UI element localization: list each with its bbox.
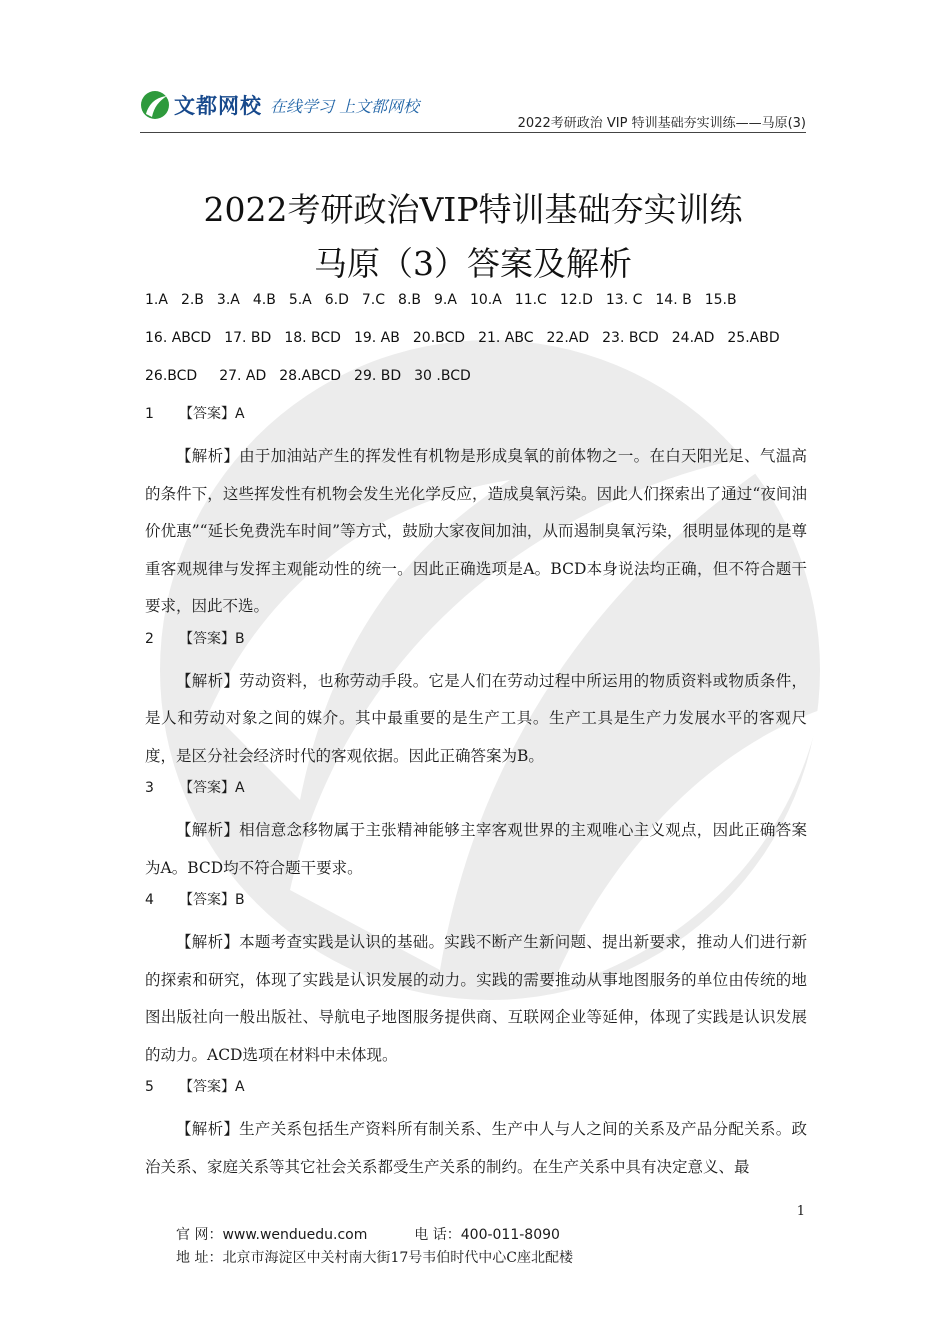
explanations xyxy=(145,401,807,1186)
explanation-item xyxy=(145,775,807,887)
analysis-label: 【解析】 xyxy=(176,933,240,951)
answer-key-item: 25.ABD xyxy=(727,330,780,346)
phone-number: 400-011-8090 xyxy=(460,1227,560,1243)
answer-key-item: 10.A xyxy=(469,292,502,308)
answer-key-item: 18. BCD xyxy=(284,330,341,346)
analysis-paragraph xyxy=(145,924,807,1074)
answer-heading xyxy=(145,1074,807,1111)
page-subtitle: 马原（3）答案及解析 xyxy=(314,244,632,283)
answer-key-item: 20.BCD xyxy=(412,330,466,346)
answer-heading xyxy=(145,401,807,438)
answer-key-item: 5.A xyxy=(288,292,312,308)
analysis-paragraph xyxy=(145,812,807,887)
analysis-text: 劳动资料，也称劳动手段。它是人们在劳动过程中所运用的物质资料或物质条件，是人和劳动对象之间的媒介。其中最重要的是生产工具。生产工具是生产力发展水平的客观尺度，是区分社会经济时代的客观依据。因此正确答案为B。 xyxy=(145,671,807,765)
explanation-item xyxy=(145,1074,807,1186)
header-document-title: 2022考研政治 VIP 特训基础夯实训练——马原(3) xyxy=(517,116,806,131)
answer-key-item: 22.AD xyxy=(546,330,590,346)
answer-key-row xyxy=(145,292,815,308)
answer-key-item: 23. BCD xyxy=(602,330,659,346)
brand-leaf-icon xyxy=(140,90,170,120)
answer-key-item: 2.B xyxy=(180,292,204,308)
answer-key-item: 30 .BCD xyxy=(414,368,471,384)
answer-key-item: 1.A xyxy=(145,292,168,308)
analysis-label: 【解析】 xyxy=(176,821,240,839)
explanation-item xyxy=(145,401,807,626)
answer-key-item: 14. B xyxy=(655,292,692,308)
footer-contact-line xyxy=(176,1224,573,1247)
brand-name: 文都网校 xyxy=(174,94,262,118)
answer-key-item: 9.A xyxy=(434,292,457,308)
analysis-text: 本题考查实践是认识的基础。实践不断产生新问题、提出新要求，推动人们进行新的探索和研究，体现了实践是认识发展的动力。实践的需要推动从事地图服务的单位由传统的地图出版社向一般出版社、导航电子地图服务提供商、互联网企业等延伸，体现了实践是认识发展的动力。ACD选项在材料中未体现。 xyxy=(145,933,807,1064)
answer-key-item: 12.D xyxy=(559,292,593,308)
answer-key-item: 26.BCD xyxy=(145,368,198,384)
analysis-text: 由于加油站产生的挥发性有机物是形成臭氧的前体物之一。在白天阳光足、气温高的条件下，这些挥发性有机物会发生光化学反应，造成臭氧污染。因此人们探索出了通过“夜间油价优惠”“延长免费洗车时间”等方式，鼓励大家夜间加油，从而遏制臭氧污染，很明显体现的是尊重客观规律与发挥主观能动性的统一。因此正确选项是A。BCD本身说法均正确，但不符合题干要求，因此不选。 xyxy=(145,447,807,615)
analysis-text: 相信意念移物属于主张精神能够主宰客观世界的主观唯心主义观点，因此正确答案为A。BCD均不符合题干要求。 xyxy=(145,821,807,877)
answer-key-row xyxy=(145,330,815,346)
answer-label: 【答案】B xyxy=(179,630,245,647)
analysis-label: 【解析】 xyxy=(176,447,240,465)
analysis-label: 【解析】 xyxy=(176,1120,240,1138)
answer-label: 【答案】A xyxy=(179,406,245,422)
answer-key-item: 24.AD xyxy=(671,330,715,346)
page-header xyxy=(140,88,806,132)
answer-heading xyxy=(145,626,807,663)
answer-key-item: 8.B xyxy=(398,292,421,308)
address-text: 北京市海淀区中关村南大街17号韦伯时代中心C座北配楼 xyxy=(222,1250,573,1266)
answer-key-item: 6.D xyxy=(324,292,349,308)
answer-label: 【答案】A xyxy=(179,780,245,796)
answer-key-item: 7.C xyxy=(361,292,386,308)
page-number: 1 xyxy=(796,1204,805,1219)
analysis-paragraph xyxy=(145,1111,807,1186)
question-number: 1 xyxy=(145,406,154,422)
answer-key-item: 15.B xyxy=(704,292,737,308)
answer-label: 【答案】B xyxy=(179,892,245,908)
analysis-label: 【解析】 xyxy=(176,671,240,690)
page-title: 2022考研政治VIP特训基础夯实训练 xyxy=(203,190,743,229)
explanation-item xyxy=(145,626,807,776)
answer-heading xyxy=(145,775,807,812)
phone-label: 电 话： xyxy=(414,1227,461,1243)
analysis-paragraph xyxy=(145,438,807,626)
explanation-item xyxy=(145,887,807,1074)
answer-key-item: 4.B xyxy=(252,292,276,308)
answer-key-row xyxy=(145,368,815,384)
question-number: 5 xyxy=(145,1079,154,1095)
answer-key-item: 16. ABCD xyxy=(145,330,212,346)
website-label: 官 网： xyxy=(176,1227,223,1243)
answer-key-item: 3.A xyxy=(216,292,240,308)
answer-key-item: 21. ABC xyxy=(478,330,534,346)
brand-logo xyxy=(140,90,419,120)
answer-key-item: 13. C xyxy=(605,292,643,308)
question-number: 3 xyxy=(145,780,154,796)
answer-key-item: 29. BD xyxy=(354,368,402,384)
address-label: 地 址： xyxy=(176,1250,223,1266)
question-number: 2 xyxy=(145,630,154,647)
header-divider xyxy=(140,132,806,133)
analysis-paragraph xyxy=(145,663,807,776)
answer-key-item: 11.C xyxy=(514,292,547,308)
answer-key-item: 27. AD xyxy=(219,368,267,384)
brand-slogan: 在线学习 上文都网校 xyxy=(270,96,420,116)
answer-key-item: 17. BD xyxy=(224,330,272,346)
question-number: 4 xyxy=(145,892,154,908)
website-link[interactable]: www.wenduedu.com xyxy=(222,1227,368,1243)
answer-key-item: 19. AB xyxy=(353,330,400,346)
answer-label: 【答案】A xyxy=(179,1079,245,1095)
answer-heading xyxy=(145,887,807,924)
page-footer xyxy=(176,1224,573,1270)
analysis-text: 生产关系包括生产资料所有制关系、生产中人与人之间的关系及产品分配关系。政治关系、家庭关系等其它社会关系都受生产关系的制约。在生产关系中具有决定意义、最 xyxy=(145,1120,807,1176)
answer-key-item: 28.ABCD xyxy=(279,368,342,384)
footer-address-line xyxy=(176,1247,573,1270)
